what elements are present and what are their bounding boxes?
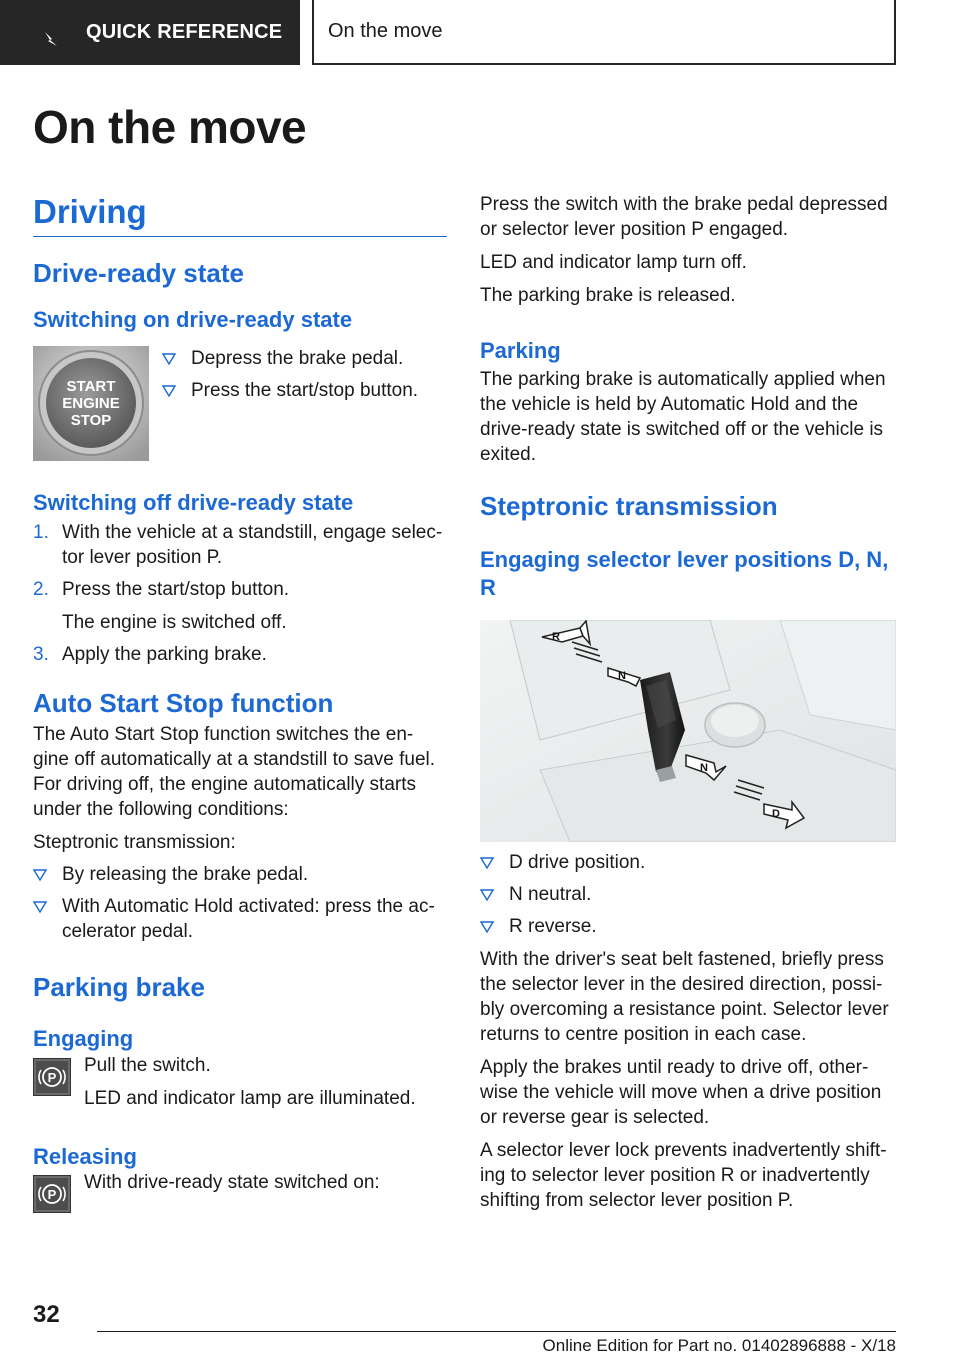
- triangle-bullet-icon: [33, 869, 47, 881]
- parking-brake-switch-icon: [33, 1058, 71, 1096]
- positions-list: [480, 850, 896, 939]
- list-item: Press the start/stop button.: [162, 378, 418, 403]
- engaging-block: [33, 1053, 447, 1111]
- list-item: 3. Apply the parking brake.: [33, 644, 267, 666]
- svg-text:P: P: [47, 1069, 57, 1085]
- switching-on-block: [33, 346, 447, 461]
- list-item: Depress the brake pedal.: [162, 346, 418, 371]
- tab-label: QUICK REFERENCE: [86, 21, 283, 43]
- steptronic-paragraph-1: With the driver's seat belt fastened, briefly press the selector lever in the desired direction, possi‐bly overcoming a resistance point. Selector lever returns to centre position in each case.: [480, 949, 889, 1046]
- button-text-stop: STOP: [70, 411, 112, 429]
- svg-text:P: P: [47, 1187, 57, 1203]
- auto-start-stop-paragraph: The Auto Start Stop function switches the en‐gine off automatically at a standstill to save fuel. For driving off, the engine automatically starts under the following conditions:: [33, 724, 436, 821]
- auto-start-stop-list: [33, 862, 447, 944]
- section-header: [312, 0, 896, 65]
- label-n-upper: N: [618, 670, 626, 683]
- section-label: On the move: [328, 20, 443, 42]
- right-column: [480, 192, 896, 1213]
- heading-switching-on: Switching on drive-ready state: [33, 307, 353, 333]
- switching-on-list: [162, 339, 418, 461]
- label-n-lower: N: [700, 762, 708, 775]
- page-number: 32: [33, 1301, 60, 1328]
- button-text-start: START: [66, 377, 116, 395]
- page-title: On the move: [33, 101, 307, 153]
- list-item: N neutral.: [480, 882, 896, 907]
- selector-lever-image: [480, 620, 896, 842]
- list-item: 2. Press the start/stop button. The engine is switched off.: [33, 579, 290, 634]
- release-led-paragraph: LED and indicator lamp turn off.: [480, 252, 747, 273]
- quick-reference-tab[interactable]: [0, 0, 300, 65]
- list-item: With Automatic Hold activated: press the ac‐celerator pedal.: [33, 894, 447, 944]
- parking-paragraph: The parking brake is automatically applied when the vehicle is held by Automatic Hold and the drive-ready state is switched off or the vehicle is exited.: [480, 368, 886, 465]
- heading-drive-ready-state: Drive-ready state: [33, 257, 244, 288]
- label-r: R: [552, 631, 560, 644]
- list-item: By releasing the brake pedal.: [33, 862, 447, 887]
- triangle-bullet-icon: [162, 385, 176, 397]
- start-engine-stop-button-image: [33, 346, 149, 461]
- heading-engaging: Engaging: [33, 1026, 134, 1052]
- triangle-bullet-icon: [480, 857, 494, 869]
- heading-switching-off: Switching off drive-ready state: [33, 489, 354, 515]
- releasing-text: With drive-ready state switched on:: [84, 1172, 380, 1194]
- flash-icon: [42, 30, 60, 48]
- release-paragraph: Press the switch with the brake pedal depressed or selector lever position P engaged.: [480, 194, 888, 240]
- list-item: 1. With the vehicle at a standstill, engage selec‐tor lever position P.: [33, 522, 443, 569]
- heading-steptronic: Steptronic transmission: [480, 490, 778, 521]
- heading-driving: Driving: [33, 192, 447, 237]
- triangle-bullet-icon: [480, 921, 494, 933]
- steptronic-paragraph-2: Apply the brakes until ready to drive off, other‐wise the vehicle will move when a drive position or reverse gear is selected.: [480, 1057, 882, 1129]
- release-brake-paragraph: The parking brake is released.: [480, 285, 736, 306]
- parking-brake-switch-icon: [33, 1175, 71, 1213]
- list-item: D drive position.: [480, 850, 896, 875]
- list-item: R reverse.: [480, 914, 896, 939]
- heading-releasing: Releasing: [33, 1143, 137, 1169]
- steptronic-label: Steptronic transmission:: [33, 832, 236, 854]
- heading-parking: Parking: [480, 338, 561, 363]
- left-column: [33, 192, 447, 1213]
- heading-parking-brake: Parking brake: [33, 972, 205, 1003]
- releasing-block: [33, 1170, 447, 1213]
- heading-engaging-positions: Engaging selector lever positions D, N, R: [480, 547, 889, 601]
- footer-edition: Online Edition for Part no. 01402896888 - X/18: [542, 1336, 896, 1355]
- switching-off-steps: [33, 520, 447, 667]
- label-d: D: [772, 808, 780, 821]
- steptronic-paragraph-3: A selector lever lock prevents inadvertently shift‐ing to selector lever position R or inadvertently shifting from selector lever position P.: [480, 1140, 887, 1212]
- triangle-bullet-icon: [480, 889, 494, 901]
- triangle-bullet-icon: [33, 901, 47, 913]
- triangle-bullet-icon: [162, 353, 176, 365]
- button-text-engine: ENGINE: [62, 394, 120, 412]
- heading-auto-start-stop: Auto Start Stop function: [33, 688, 334, 719]
- engaging-text: Pull the switch. LED and indicator lamp are illuminated.: [84, 1054, 416, 1109]
- footer-divider: [97, 1331, 896, 1332]
